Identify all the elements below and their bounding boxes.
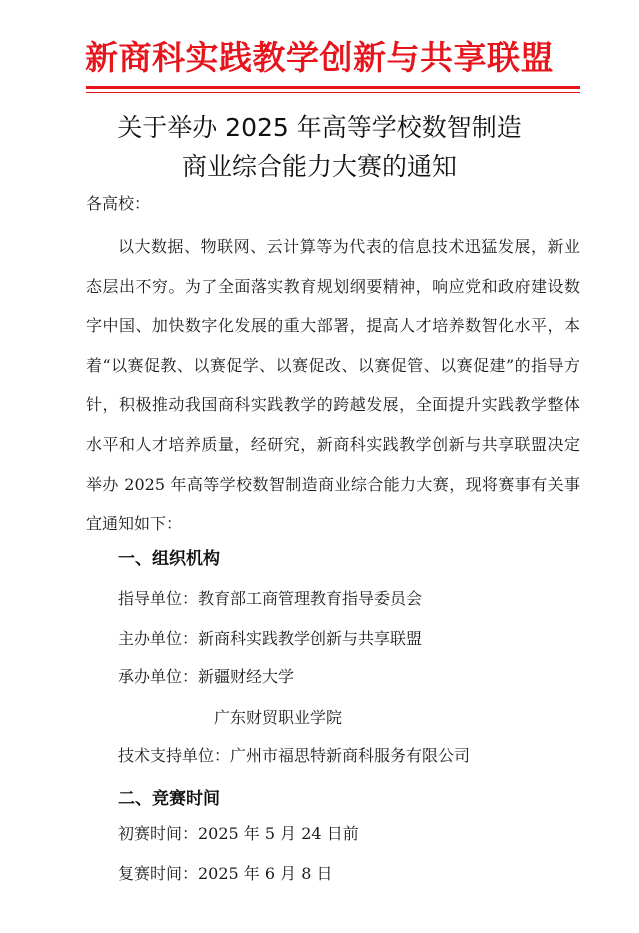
masthead-rule-thick [86,86,580,89]
organizer-unit: 承办单位：新疆财经大学 [118,667,295,686]
guide-unit: 指导单位：教育部工商管理教育指导委员会 [118,589,423,608]
section-heading-schedule: 二、竞赛时间 [118,789,220,809]
host-unit: 主办单位：新商科实践教学创新与共享联盟 [118,629,423,648]
intro-paragraph: 以大数据、物联网、云计算等为代表的信息技术迅猛发展，新业态层出不穷。为了全面落实教育规划纲要精神，响应党和政府建设数字中国、加快数字化发展的重大部署，提高人才培养数智化水平，本着“以赛促教、以赛促学、以赛促改、以赛促管、以赛促建”的指导方针，积极推动我国商科实践教学的跨越发展，全面提升实践教学整体水平和人才培养质量，经研究，新商科实践教学创新与共享联盟决定举办 2025 年高等学校数智制造商业综合能力大赛，现将赛事有关事宜通知如下： [86,237,580,534]
organizer-unit-2: 广东财贸职业学院 [214,708,343,727]
masthead-title: 新商科实践教学创新与共享联盟 [85,38,554,77]
section-heading-organization: 一、组织机构 [118,549,220,569]
notice-title-line-2: 商业综合能力大赛的通知 [181,152,457,181]
salutation: 各高校： [86,194,151,213]
masthead-rule-thin [86,92,580,93]
notice-title-line-1: 关于举办 2025 年高等学校数智制造 [117,113,522,142]
final-time: 复赛时间：2025 年 6 月 8 日 [118,864,333,883]
tech-support-unit: 技术支持单位：广州市福思特新商科服务有限公司 [118,746,471,765]
preliminary-time: 初赛时间：2025 年 5 月 24 日前 [118,824,359,843]
